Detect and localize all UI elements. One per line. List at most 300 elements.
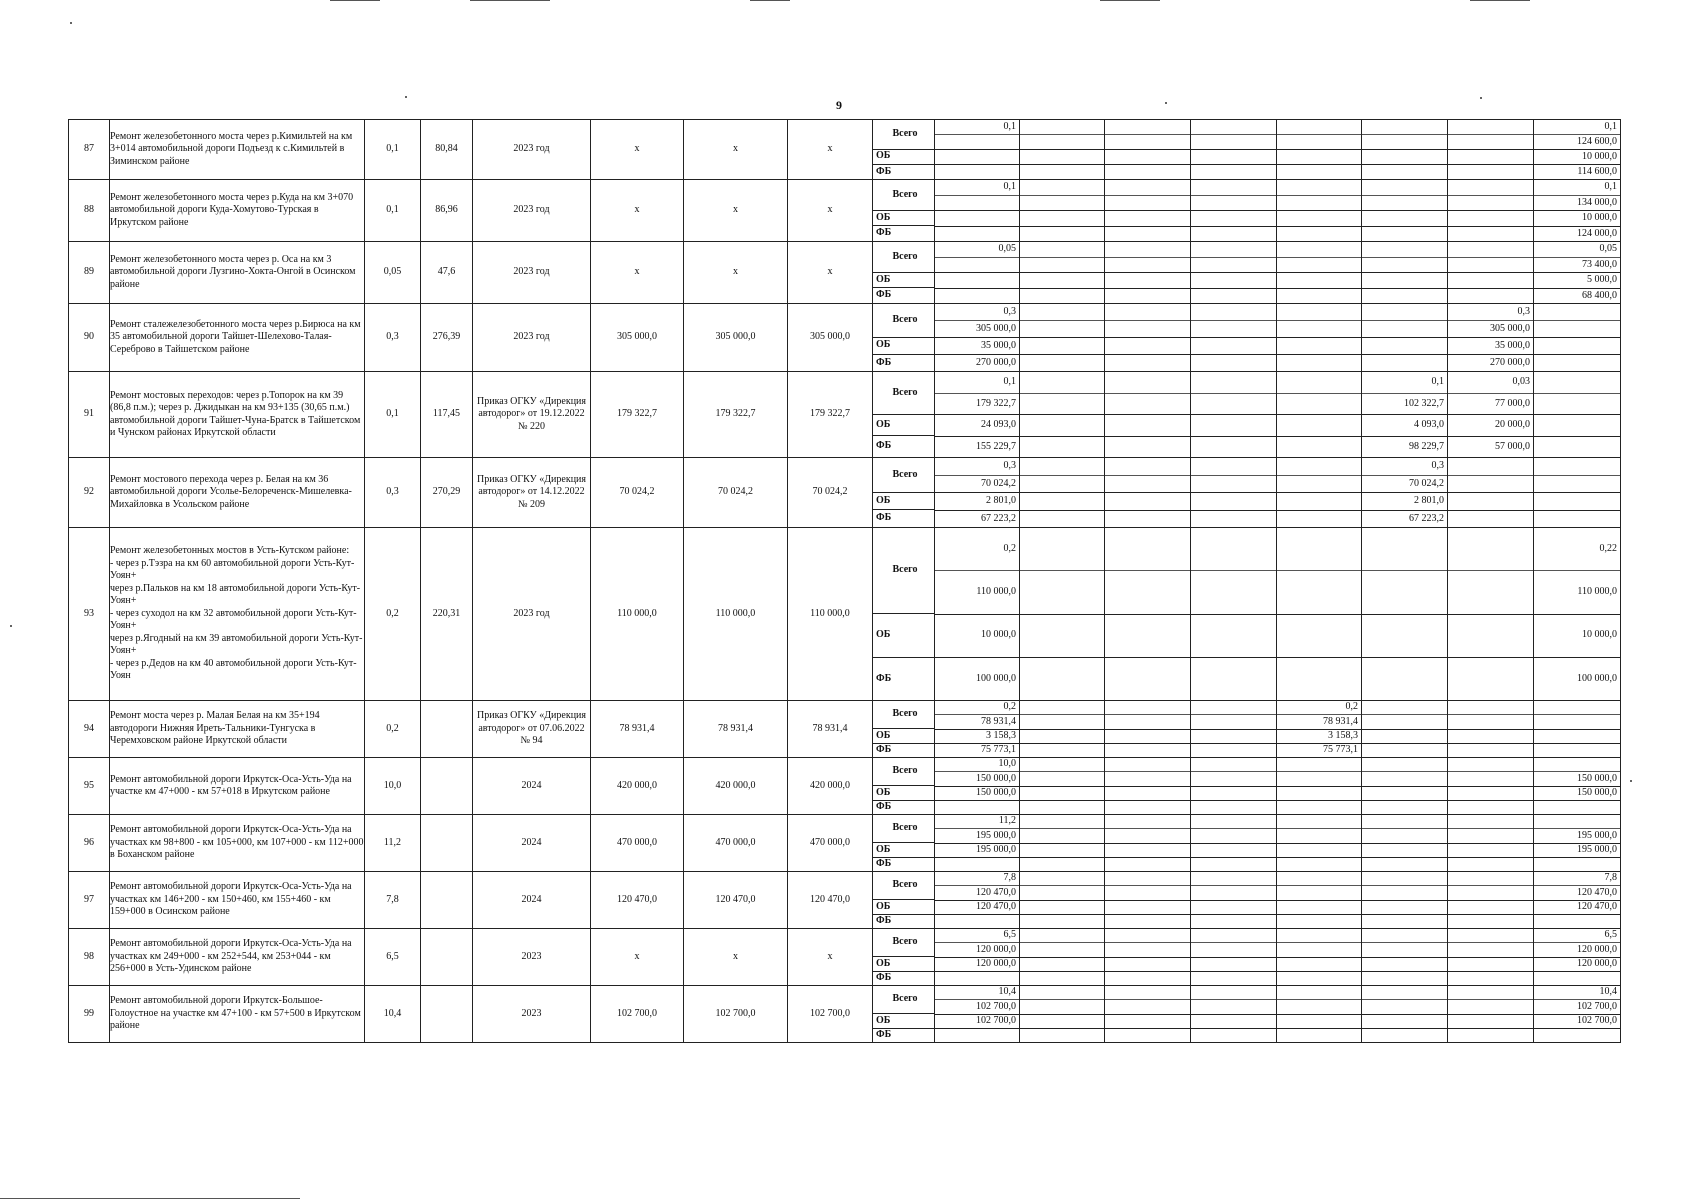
value-vsego-amount-1	[1448, 528, 1533, 570]
funding-source-labels	[873, 120, 935, 180]
value-vsego-amount-1	[1020, 701, 1104, 714]
estimated-cost: 110 000,0	[591, 528, 684, 701]
value-vsego-amount-2	[1020, 942, 1104, 956]
value-vsego-amount-2	[1448, 942, 1533, 956]
value-fb	[1020, 226, 1104, 242]
value-vsego-amount-1	[1277, 180, 1361, 195]
value-ob	[1105, 337, 1190, 354]
value-ob	[1191, 337, 1276, 354]
contract-cost: 78 931,4	[684, 701, 788, 758]
value-vsego-amount-2	[1191, 393, 1276, 415]
value-fb	[1534, 510, 1620, 528]
total-cost: 179 322,7	[788, 372, 873, 458]
funding-cell-col1	[935, 372, 1020, 458]
value-fb	[1105, 354, 1190, 371]
value-vsego-amount-2	[1191, 999, 1276, 1013]
value-ob	[1448, 957, 1533, 971]
funding-cell-col4	[1191, 815, 1277, 872]
value-fb	[1105, 800, 1190, 814]
value-vsego-amount-1	[1362, 701, 1447, 714]
value-vsego-amount-2: 110 000,0	[1534, 570, 1620, 613]
value-vsego-amount-2	[1191, 828, 1276, 842]
value-vsego-amount-1	[1362, 986, 1447, 999]
funding-cell-col3	[1105, 815, 1191, 872]
value-ob	[1277, 786, 1361, 800]
value-ob: 2 801,0	[1362, 492, 1447, 510]
value-fb	[1191, 800, 1276, 814]
value-fb	[1191, 354, 1276, 371]
funding-cell-col4	[1191, 120, 1277, 180]
value-vsego-amount-2	[1277, 828, 1361, 842]
value-vsego-amount-1	[1362, 304, 1447, 320]
length-m	[421, 758, 473, 815]
total-cost: 102 700,0	[788, 986, 873, 1043]
value-vsego-amount-1	[1191, 120, 1276, 134]
value-fb	[1362, 857, 1447, 871]
value-vsego-amount-2	[1191, 771, 1276, 785]
value-vsego-amount-1	[1448, 120, 1533, 134]
value-ob	[935, 272, 1019, 288]
row-number: 95	[69, 758, 110, 815]
funding-cell-col8	[1534, 120, 1621, 180]
value-fb	[1534, 914, 1620, 928]
value-vsego-amount-2: 70 024,2	[935, 475, 1019, 493]
value-fb	[935, 857, 1019, 871]
value-fb	[1534, 857, 1620, 871]
value-vsego-amount-2	[935, 134, 1019, 149]
document-reference: Приказ ОГКУ «Дирекция автодорог» от 07.06.2022 № 94	[473, 701, 591, 758]
value-ob	[1105, 900, 1190, 914]
label-vsego: Всего	[892, 993, 918, 1005]
funding-cell-col7	[1448, 180, 1534, 242]
value-fb: 68 400,0	[1534, 288, 1620, 304]
value-ob	[1191, 272, 1276, 288]
value-vsego-amount-2	[1105, 257, 1190, 273]
row-number: 93	[69, 528, 110, 701]
value-vsego-amount-2	[1020, 771, 1104, 785]
value-ob	[1105, 614, 1190, 657]
value-vsego-amount-1: 0,3	[1431, 460, 1444, 471]
estimated-cost: 120 470,0	[591, 872, 684, 929]
value-ob	[1448, 492, 1533, 510]
contract-cost: х	[684, 242, 788, 304]
funding-cell-col1	[935, 242, 1020, 304]
value-fb: 114 600,0	[1534, 164, 1620, 179]
length-m: 86,96	[421, 180, 473, 242]
value-ob	[1362, 843, 1447, 857]
value-vsego-amount-1: 0,3	[1003, 305, 1016, 317]
length-m: 220,31	[421, 528, 473, 701]
value-ob	[935, 149, 1019, 164]
value-vsego-amount-2	[1020, 999, 1104, 1013]
value-fb	[1534, 1028, 1620, 1042]
value-vsego-amount-1	[1020, 986, 1104, 999]
value-ob	[1277, 210, 1361, 226]
contract-cost: 102 700,0	[684, 986, 788, 1043]
label-vsego: Всего	[892, 468, 918, 480]
estimated-cost: 70 024,2	[591, 458, 684, 528]
object-description: Ремонт автомобильной дороги Иркутск-Оса-Усть-Уда на участке км 47+000 - км 57+018 в Иркутском районе	[110, 758, 365, 815]
value-vsego-amount-2	[1277, 320, 1361, 337]
table-row	[69, 701, 1621, 758]
table-row	[69, 242, 1621, 304]
length-km: 10,0	[365, 758, 421, 815]
funding-cell-col8	[1534, 242, 1621, 304]
funding-cell-col4	[1191, 929, 1277, 986]
value-vsego-amount-2	[1448, 999, 1533, 1013]
funding-cell-col5	[1277, 701, 1362, 758]
funding-cell-col7	[1448, 872, 1534, 929]
value-ob	[1277, 272, 1361, 288]
funding-cell-col6	[1362, 372, 1448, 458]
value-vsego-amount-2	[1191, 714, 1276, 728]
funding-cell-col7	[1448, 986, 1534, 1043]
value-fb	[1277, 354, 1361, 371]
estimated-cost: х	[591, 180, 684, 242]
value-vsego-amount-1	[1362, 872, 1447, 885]
funding-source-labels	[873, 815, 935, 872]
funding-cell-col6	[1362, 304, 1448, 372]
funding-cell-col1	[935, 815, 1020, 872]
funding-cell-col1	[935, 872, 1020, 929]
value-vsego-amount-1	[1362, 242, 1447, 257]
funding-cell-col5	[1277, 458, 1362, 528]
value-vsego-amount-1: 7,8	[1604, 872, 1617, 884]
value-vsego-amount-1	[1534, 815, 1620, 828]
value-ob: 4 093,0	[1362, 414, 1447, 436]
value-ob: 120 000,0	[935, 957, 1019, 971]
value-fb	[935, 800, 1019, 814]
value-vsego-amount-2	[1105, 942, 1190, 956]
funding-cell-col2	[1020, 701, 1105, 758]
funding-cell-col6	[1362, 986, 1448, 1043]
funding-cell-col1	[935, 120, 1020, 180]
funding-cell-col2	[1020, 120, 1105, 180]
funding-cell-col7	[1448, 701, 1534, 758]
value-ob	[1020, 786, 1104, 800]
value-vsego-amount-1	[1534, 758, 1620, 771]
value-vsego-amount-1: 0,2	[1345, 701, 1358, 713]
value-ob: 5 000,0	[1534, 272, 1620, 288]
value-fb	[1105, 743, 1190, 757]
value-vsego-amount-1	[1191, 872, 1276, 885]
funding-source-labels	[873, 180, 935, 242]
value-ob	[1105, 786, 1190, 800]
funding-cell-col5	[1277, 528, 1362, 701]
row-number: 96	[69, 815, 110, 872]
value-fb	[1362, 657, 1447, 700]
value-vsego-amount-2	[1277, 570, 1361, 613]
value-fb: 98 229,7	[1362, 436, 1447, 458]
value-ob	[1362, 210, 1447, 226]
page-number: 9	[836, 98, 842, 112]
value-vsego-amount-1	[1534, 701, 1620, 714]
value-vsego-amount-2	[1020, 134, 1104, 149]
funding-source-labels	[873, 701, 935, 758]
value-vsego-amount-2	[1191, 942, 1276, 956]
row-number: 97	[69, 872, 110, 929]
value-ob	[1191, 614, 1276, 657]
value-vsego-amount-2	[1277, 257, 1361, 273]
value-vsego-amount-2	[1020, 393, 1104, 415]
total-cost: 120 470,0	[788, 872, 873, 929]
label-fb: ФБ	[876, 672, 892, 684]
value-ob	[1277, 414, 1361, 436]
value-fb	[1362, 914, 1447, 928]
value-fb	[1277, 226, 1361, 242]
value-fb	[1277, 510, 1361, 528]
label-fb: ФБ	[876, 227, 892, 239]
document-reference: 2023 год	[473, 242, 591, 304]
row-number: 94	[69, 701, 110, 758]
funding-cell-col1	[935, 758, 1020, 815]
length-m	[421, 815, 473, 872]
value-vsego-amount-1	[1448, 701, 1533, 714]
value-fb	[1362, 971, 1447, 985]
contract-cost: х	[684, 180, 788, 242]
funding-cell-col5	[1277, 758, 1362, 815]
value-fb	[1534, 800, 1620, 814]
value-vsego-amount-2	[1362, 134, 1447, 149]
estimated-cost: 420 000,0	[591, 758, 684, 815]
value-fb	[1020, 657, 1104, 700]
value-ob: 10 000,0	[1534, 614, 1620, 657]
value-fb	[1105, 657, 1190, 700]
value-ob	[1020, 210, 1104, 226]
value-fb	[1448, 510, 1533, 528]
value-vsego-amount-1: 0,2	[1003, 701, 1016, 713]
row-number: 89	[69, 242, 110, 304]
label-fb: ФБ	[876, 165, 892, 177]
label-ob: ОБ	[876, 900, 891, 912]
value-vsego-amount-2	[1105, 320, 1190, 337]
funding-cell-col6	[1362, 180, 1448, 242]
value-ob: 35 000,0	[935, 337, 1019, 354]
funding-cell-col2	[1020, 872, 1105, 929]
object-description: Ремонт железобетонного моста через р.Куда на км 3+070 автомобильной дороги Куда-Хомутово-Турская в Иркутском районе	[110, 180, 365, 242]
value-ob	[1191, 843, 1276, 857]
value-ob	[1277, 614, 1361, 657]
funding-cell-col6	[1362, 528, 1448, 701]
value-ob	[1105, 272, 1190, 288]
total-cost: 110 000,0	[788, 528, 873, 701]
value-ob	[1020, 957, 1104, 971]
value-vsego-amount-1: 10,0	[998, 758, 1016, 770]
value-ob	[1105, 492, 1190, 510]
value-vsego-amount-2	[1362, 570, 1447, 613]
value-vsego-amount-1	[1191, 304, 1276, 320]
value-fb	[1020, 971, 1104, 985]
value-fb	[1277, 657, 1361, 700]
value-vsego-amount-1: 0,1	[1604, 181, 1617, 192]
value-ob	[1534, 337, 1620, 354]
value-vsego-amount-2	[1191, 475, 1276, 493]
value-vsego-amount-2	[1448, 828, 1533, 842]
value-ob	[1277, 1014, 1361, 1028]
funding-cell-col8	[1534, 180, 1621, 242]
label-vsego: Всего	[892, 564, 918, 576]
value-vsego-amount-2	[1448, 714, 1533, 728]
value-ob	[1362, 337, 1447, 354]
label-ob: ОБ	[876, 843, 891, 855]
value-ob: 10 000,0	[1534, 210, 1620, 226]
length-km: 0,1	[365, 180, 421, 242]
total-cost: х	[788, 180, 873, 242]
funding-source-labels	[873, 528, 935, 701]
length-km: 0,1	[365, 372, 421, 458]
value-vsego-amount-2	[1105, 885, 1190, 899]
label-vsego: Всего	[892, 822, 918, 834]
total-cost: 70 024,2	[788, 458, 873, 528]
value-vsego-amount-1	[1362, 815, 1447, 828]
value-vsego-amount-2	[1020, 195, 1104, 211]
value-vsego-amount-2	[1020, 475, 1104, 493]
funding-source-labels	[873, 758, 935, 815]
value-ob	[1534, 492, 1620, 510]
value-ob	[1362, 1014, 1447, 1028]
value-ob	[1448, 149, 1533, 164]
value-vsego-amount-1	[1448, 815, 1533, 828]
value-vsego-amount-2	[1534, 475, 1620, 493]
funding-cell-col8	[1534, 458, 1621, 528]
value-vsego-amount-1	[1448, 458, 1533, 475]
contract-cost: 420 000,0	[684, 758, 788, 815]
value-vsego-amount-2	[1362, 828, 1447, 842]
label-ob: ОБ	[876, 786, 891, 798]
value-vsego-amount-2	[1020, 885, 1104, 899]
funding-source-labels	[873, 929, 935, 986]
funding-cell-col3	[1105, 120, 1191, 180]
value-ob	[1105, 729, 1190, 743]
object-description: Ремонт моста через р. Малая Белая на км 35+194 автодороги Нижняя Иреть-Тальники-Тунгуска в Черемховском районе Иркутской области	[110, 701, 365, 758]
value-fb	[1020, 800, 1104, 814]
value-ob	[1448, 843, 1533, 857]
estimated-cost: 470 000,0	[591, 815, 684, 872]
value-ob: 150 000,0	[1534, 786, 1620, 800]
value-ob	[1191, 492, 1276, 510]
label-vsego: Всего	[892, 314, 918, 325]
funding-cell-col7	[1448, 242, 1534, 304]
funding-source-labels	[873, 372, 935, 458]
scan-artifact-line	[1100, 0, 1160, 1]
value-vsego-amount-1	[1105, 242, 1190, 257]
value-vsego-amount-1	[1191, 815, 1276, 828]
value-vsego-amount-2: 70 024,2	[1362, 475, 1447, 493]
value-fb	[1191, 857, 1276, 871]
value-vsego-amount-1	[1105, 528, 1190, 570]
value-vsego-amount-1	[1020, 815, 1104, 828]
funding-cell-col2	[1020, 986, 1105, 1043]
value-fb	[1191, 1028, 1276, 1042]
value-vsego-amount-1: 0,1	[1431, 376, 1444, 387]
value-vsego-amount-1: 0,2	[1003, 542, 1016, 554]
value-vsego-amount-2	[1020, 320, 1104, 337]
value-vsego-amount-1	[1105, 929, 1190, 942]
table-row	[69, 528, 1621, 701]
value-vsego-amount-1: 6,5	[1604, 929, 1617, 941]
value-vsego-amount-1	[1534, 372, 1620, 393]
funding-cell-col4	[1191, 986, 1277, 1043]
object-description: Ремонт железобетонных мостов в Усть-Кутском районе: - через р.Тэзра на км 60 автомобильной дороги Усть-Кут-Уоян+ через р.Пальков на км 18 автомобильной дороги Усть-Кут-Уоян+ - через суходол на км 32 автомобильной дороги Усть-Кут-Уоян+ через р.Ягодный на км 39 автомобильной дороги Усть-Кут-Уоян+ - через р.Дедов на км 40 автомобильной дороги Усть-Кут-Уоян	[110, 528, 365, 701]
value-ob	[1191, 1014, 1276, 1028]
value-vsego-amount-1: 0,1	[1604, 120, 1617, 132]
contract-cost: х	[684, 120, 788, 180]
contract-cost: 110 000,0	[684, 528, 788, 701]
value-vsego-amount-1: 10,4	[998, 986, 1016, 998]
value-vsego-amount-2	[1534, 393, 1620, 415]
value-fb: 67 223,2	[935, 510, 1019, 528]
value-vsego-amount-2	[1362, 195, 1447, 211]
value-ob: 3 158,3	[1277, 729, 1361, 743]
funding-cell-col7	[1448, 304, 1534, 372]
label-ob: ОБ	[876, 418, 891, 430]
funding-cell-col5	[1277, 120, 1362, 180]
value-vsego-amount-2	[1191, 134, 1276, 149]
object-description: Ремонт мостовых переходов: через р.Топорок на км 39 (86,8 п.м.); через р. Джидыкан на км 93+135 (30,65 п.м.) автомобильной дороги Тайшет-Чуна-Братск в Тайшетском и Чунском районах Иркутской области	[110, 372, 365, 458]
value-ob	[1105, 210, 1190, 226]
funding-cell-col6	[1362, 758, 1448, 815]
scan-artifact-line	[470, 0, 550, 1]
length-m	[421, 872, 473, 929]
funding-table	[68, 119, 1621, 1043]
scan-artifact-dot	[70, 22, 72, 24]
value-fb: 75 773,1	[1277, 743, 1361, 757]
value-fb	[1191, 743, 1276, 757]
value-fb	[1191, 288, 1276, 304]
value-fb: 75 773,1	[935, 743, 1019, 757]
value-vsego-amount-1	[1277, 458, 1361, 475]
value-ob: 150 000,0	[935, 786, 1019, 800]
value-fb: 124 000,0	[1534, 226, 1620, 242]
label-fb: ФБ	[876, 440, 892, 452]
table-row	[69, 458, 1621, 528]
value-fb	[935, 288, 1019, 304]
value-vsego-amount-1	[1105, 986, 1190, 999]
funding-cell-col1	[935, 929, 1020, 986]
row-number: 98	[69, 929, 110, 986]
value-ob	[1448, 272, 1533, 288]
value-vsego-amount-2: 110 000,0	[935, 570, 1019, 613]
value-fb	[1020, 914, 1104, 928]
value-ob	[1362, 614, 1447, 657]
label-ob: ОБ	[876, 1014, 891, 1026]
funding-cell-col4	[1191, 242, 1277, 304]
value-vsego-amount-2	[1277, 999, 1361, 1013]
funding-cell-col5	[1277, 815, 1362, 872]
value-vsego-amount-1	[1534, 304, 1620, 320]
funding-cell-col2	[1020, 815, 1105, 872]
funding-cell-col4	[1191, 304, 1277, 372]
value-vsego-amount-2	[1534, 714, 1620, 728]
funding-cell-col2	[1020, 929, 1105, 986]
value-ob	[1362, 272, 1447, 288]
value-vsego-amount-1	[1191, 180, 1276, 195]
value-vsego-amount-2	[1191, 885, 1276, 899]
funding-cell-col8	[1534, 815, 1621, 872]
row-number: 90	[69, 304, 110, 372]
document-reference: 2024	[473, 758, 591, 815]
value-fb	[1020, 164, 1104, 179]
value-ob: 195 000,0	[935, 843, 1019, 857]
funding-source-labels	[873, 986, 935, 1043]
value-fb	[1277, 857, 1361, 871]
value-fb	[1448, 288, 1533, 304]
funding-cell-col6	[1362, 929, 1448, 986]
value-fb: 270 000,0	[935, 354, 1019, 371]
value-ob	[1191, 957, 1276, 971]
value-fb	[1105, 226, 1190, 242]
funding-cell-col7	[1448, 372, 1534, 458]
